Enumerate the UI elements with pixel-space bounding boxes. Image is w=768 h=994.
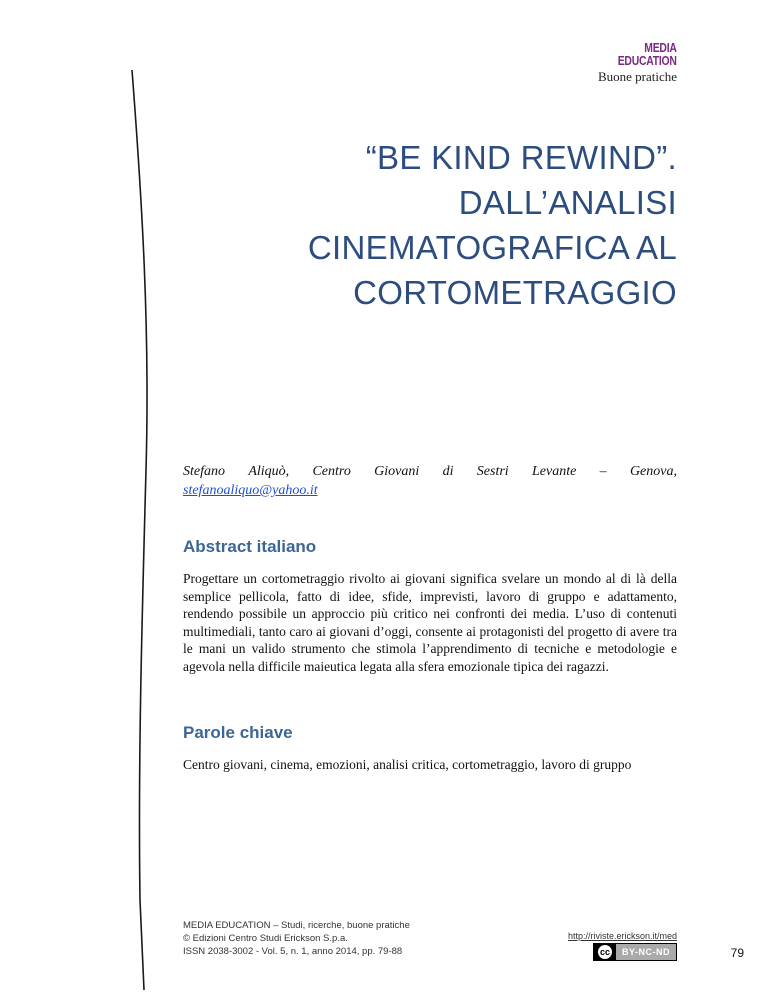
- media-education-logo: [618, 41, 677, 67]
- title-line-3: CINEMATOGRAFICA AL: [307, 229, 677, 266]
- title-line-1: “BE KIND REWIND”.: [365, 139, 677, 176]
- license-label: BY-NC-ND: [616, 944, 676, 960]
- cc-license-badge[interactable]: [593, 943, 677, 961]
- keywords-text: Centro giovani, cinema, emozioni, analisi critica, cortometraggio, lavoro di gruppo: [183, 757, 632, 772]
- section-label: Buone pratiche: [597, 69, 677, 84]
- article-title: [157, 135, 677, 315]
- footer-journal: MEDIA EDUCATION – Studi, ricerche, buone pratiche: [183, 920, 410, 931]
- keywords-heading: Parole chiave: [183, 723, 293, 742]
- author-word: Aliquò,: [248, 464, 290, 479]
- footer-issn: ISSN 2038-3002 - Vol. 5, n. 1, anno 2014, pp. 79-88: [183, 946, 403, 957]
- footer-publisher: © Edizioni Centro Studi Erickson S.p.a.: [183, 933, 348, 944]
- title-line-4: CORTOMETRAGGIO: [353, 274, 677, 311]
- logo-line-1: MEDIA: [644, 40, 677, 55]
- author-word: Levante: [531, 464, 577, 479]
- abstract-text: Progettare un cortometraggio rivolto ai giovani significa svelare un mondo al di là della semplice pellicola, fatto di idee, sfide, imprevisti, lavoro di gruppo e adattamento, rendendo possibile un approccio più critico nei confronti dei media. L’uso di contenuti multimediali, tanto caro ai giovani d’oggi, consente ai protagonisti del progetto di avere tra le mani un valido strumento che stimola l’apprendimento di tecniche e metodologie e agevola nella difficile maieutica legata alla sfera emozionale tipica dei ragazzi.: [183, 571, 677, 674]
- author-word: Sestri: [476, 464, 509, 479]
- author-word: Genova,: [629, 464, 677, 479]
- logo-line-2: EDUCATION: [618, 53, 677, 68]
- page-number: 79: [730, 946, 744, 960]
- author-word: –: [599, 464, 607, 479]
- abstract-heading: Abstract italiano: [183, 537, 317, 556]
- author-affiliation: [183, 462, 677, 500]
- title-line-2: DALL’ANALISI: [458, 184, 677, 221]
- author-word: Giovani: [374, 464, 420, 479]
- author-email-link[interactable]: stefanoaliquo@yahoo.it: [183, 483, 318, 498]
- cc-icon: cc: [597, 944, 613, 960]
- journal-url-link[interactable]: http://riviste.erickson.it/med: [567, 931, 677, 941]
- footer-license: [568, 931, 677, 961]
- footer-citation: [183, 919, 483, 958]
- author-word: Centro: [312, 464, 351, 479]
- author-word: di: [442, 464, 454, 479]
- author-word: Stefano: [183, 464, 225, 479]
